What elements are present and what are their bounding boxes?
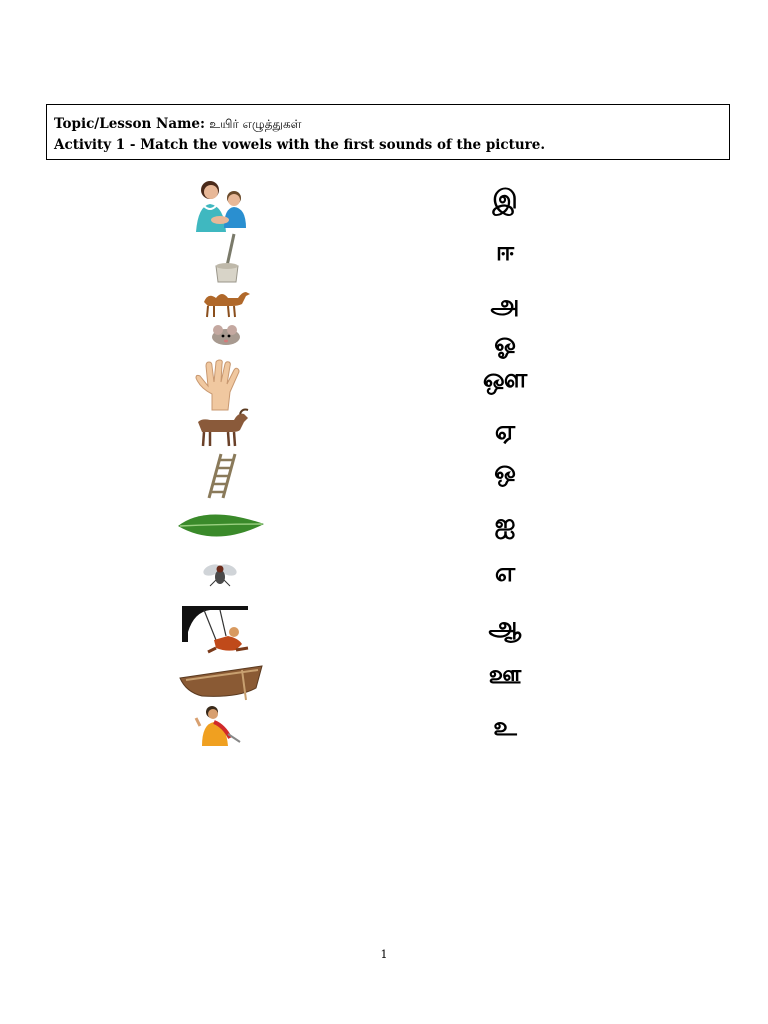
vowel-item: அ (490, 290, 520, 320)
activity-instruction: Activity 1 - Match the vowels with the first sounds of the picture. (54, 137, 546, 153)
vowel-item: ஓ (494, 328, 516, 358)
mortar-pestle-icon (212, 232, 242, 284)
topic-line (54, 114, 729, 135)
boat-icon (178, 662, 264, 702)
camel-icon (198, 288, 252, 318)
vowel-item: ஊ (488, 660, 522, 690)
mother-child-icon (190, 178, 252, 232)
leaf-icon (176, 508, 266, 544)
vowel-item: எ (494, 558, 516, 588)
vowel-item: ஒ (494, 456, 516, 486)
hand-icon (194, 360, 246, 410)
mouse-icon (208, 322, 244, 348)
vowel-item: ஐ (494, 509, 516, 539)
lesson-header-box (46, 104, 730, 160)
activity-line (54, 135, 729, 156)
vowel-item: ஆ (488, 612, 522, 642)
woman-icon (194, 704, 246, 746)
goat-icon (194, 410, 252, 448)
vowel-item: ஔ (482, 364, 528, 394)
ladder-icon (205, 452, 239, 500)
vowel-item: இ (492, 185, 518, 215)
fly-icon (200, 560, 240, 590)
topic-label: Topic/Lesson Name: (54, 116, 205, 132)
page-number: 1 (380, 948, 388, 961)
swing-icon (180, 602, 256, 658)
vowel-item: உ (493, 712, 517, 742)
vowel-item: ஏ (494, 416, 516, 446)
vowel-item: ஈ (495, 237, 515, 267)
topic-value: உயிர் எழுத்துகள் (209, 117, 302, 131)
